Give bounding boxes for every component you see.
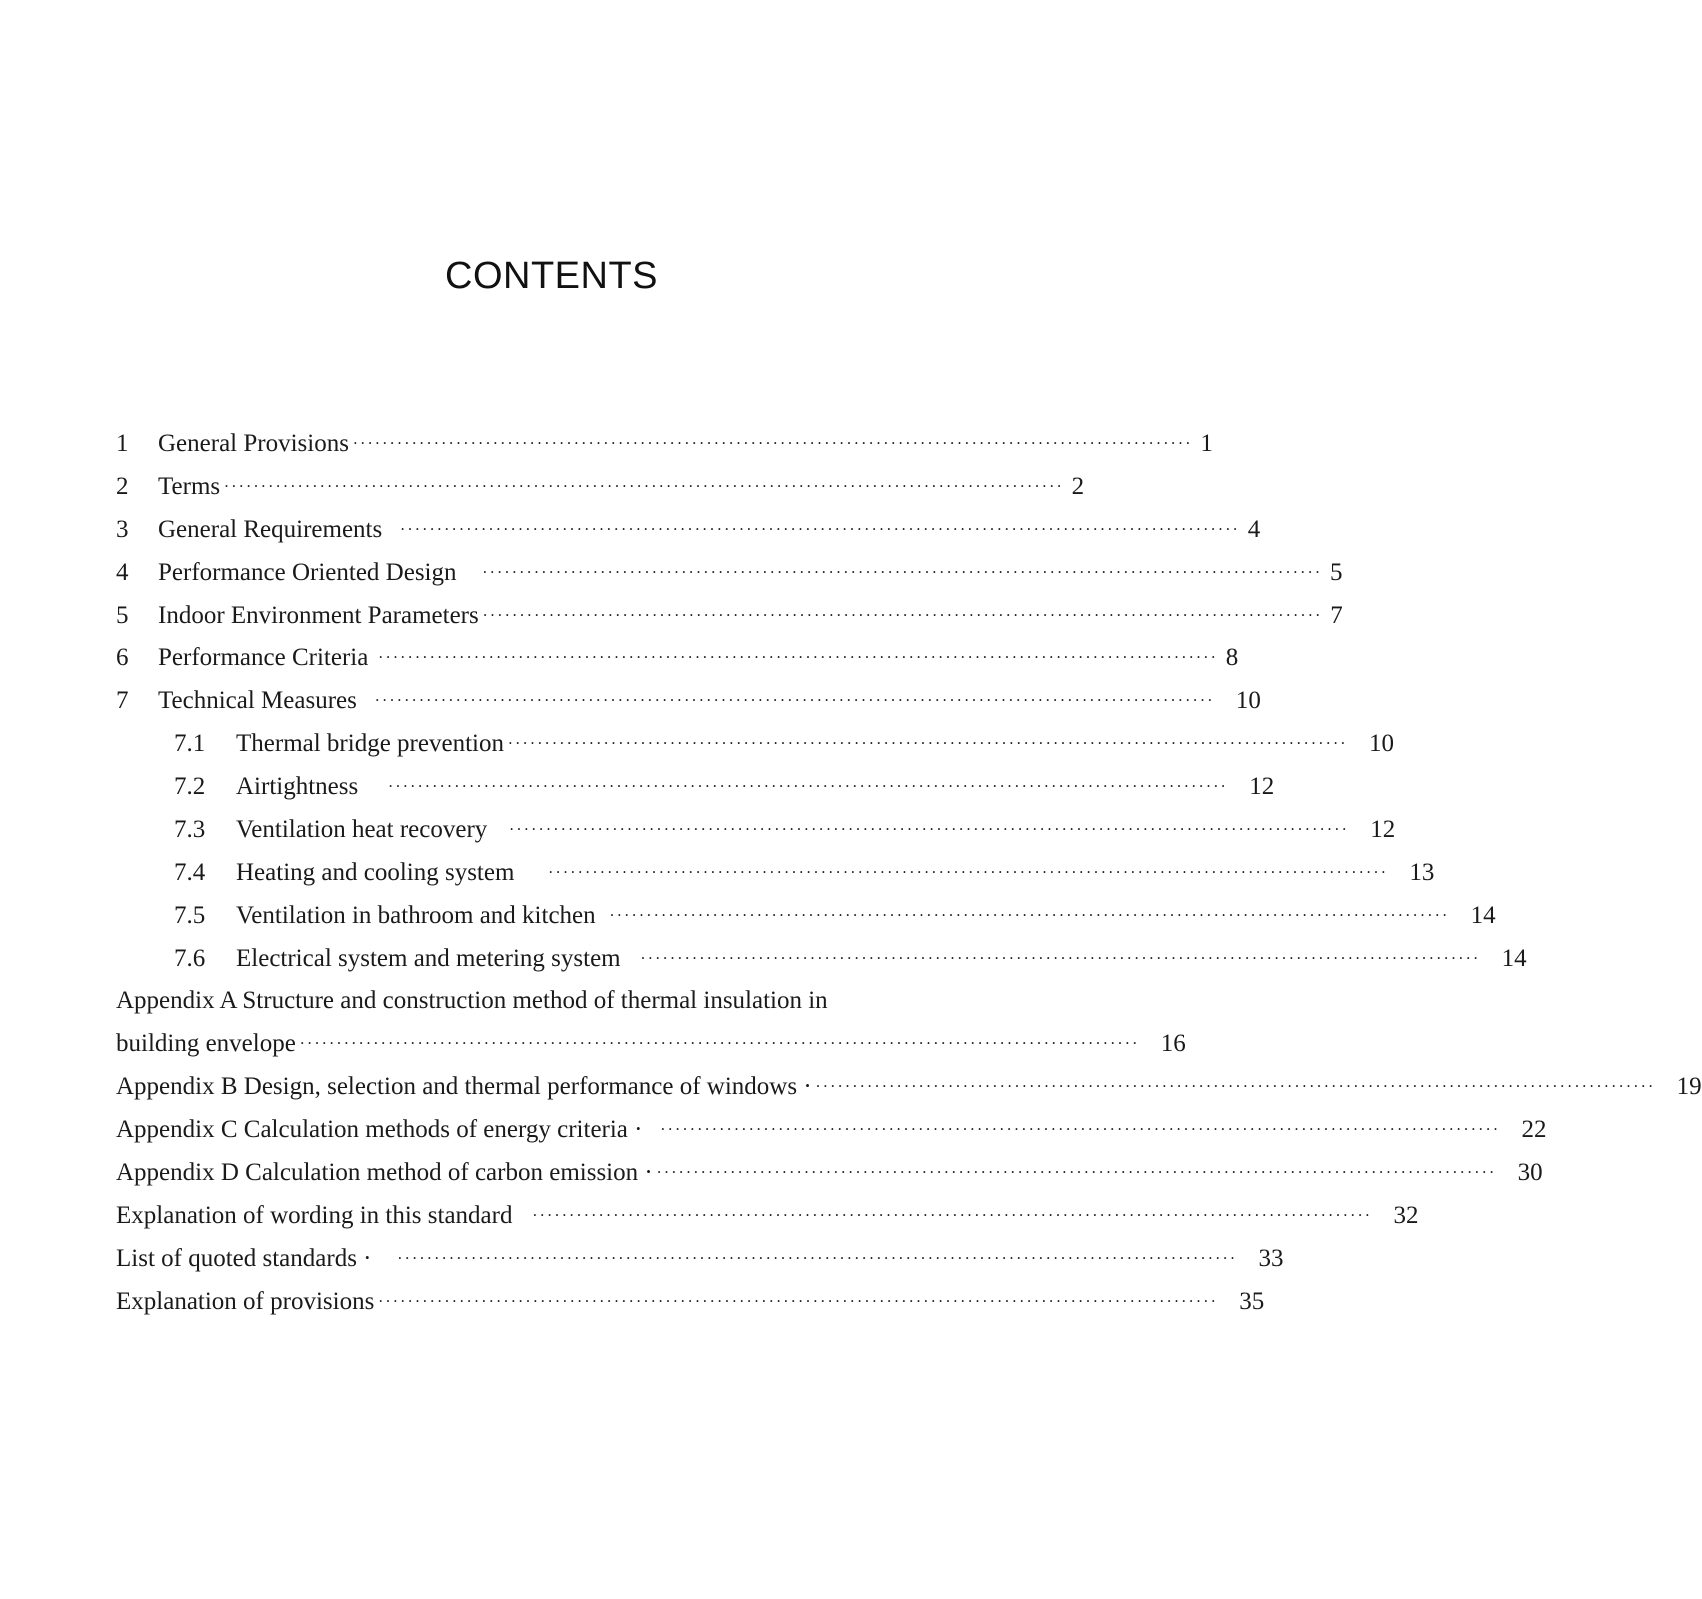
leader-dots: ·················································································································· [352, 434, 1193, 452]
toc-entry-7-6[interactable] [174, 939, 1527, 979]
toc-page: 12 [1370, 816, 1396, 843]
toc-entry-explanation-wording[interactable] [116, 1196, 1419, 1236]
toc-page: 5 [1329, 559, 1343, 586]
toc-number: 7.5 [174, 902, 206, 929]
toc-label: Terms [158, 473, 221, 500]
toc-number: 5 [116, 602, 129, 629]
toc-number: 2 [116, 473, 129, 500]
toc-number: 6 [116, 644, 129, 671]
toc-page: 35 [1239, 1288, 1265, 1315]
leader-dots: ·················································································································· [509, 820, 1350, 838]
leader-dots: ·················································································································· [374, 691, 1215, 709]
leader-dots: ·················································································································· [482, 563, 1323, 581]
toc-label: Appendix D Calculation method of carbon emission · [116, 1159, 653, 1186]
toc-label: Performance Criteria [158, 644, 369, 671]
toc-number: 3 [116, 516, 129, 543]
toc-entry-appendix-c[interactable] [116, 1110, 1547, 1150]
toc-entry-quoted-standards[interactable] [116, 1239, 1284, 1279]
toc-page: 14 [1470, 902, 1496, 929]
toc-entry-4[interactable] [116, 553, 1343, 593]
leader-dots: ·················································································································· [388, 777, 1229, 795]
toc-page: 1 [1200, 430, 1213, 457]
toc-label: Heating and cooling system [236, 859, 515, 886]
toc-label: General Requirements [158, 516, 383, 543]
toc-entry-7[interactable] [116, 681, 1261, 721]
toc-number: 4 [116, 559, 129, 586]
toc-page: 33 [1258, 1245, 1284, 1272]
toc-entry-5[interactable] [116, 596, 1343, 636]
leader-dots: ·················································································································· [482, 606, 1323, 624]
toc-page: 30 [1517, 1159, 1543, 1186]
leader-dots: ·················································································································· [640, 949, 1481, 967]
toc-entry-3[interactable] [116, 510, 1261, 550]
toc-number: 7.6 [174, 945, 206, 972]
leader-dots: ·················································································································· [548, 863, 1389, 881]
toc-label: Indoor Environment Parameters [158, 602, 479, 629]
leader-dots: ·················································································································· [656, 1163, 1497, 1181]
toc-entry-6[interactable] [116, 638, 1239, 678]
toc-number: 1 [116, 430, 129, 457]
toc-page: 12 [1249, 773, 1275, 800]
toc-page: 8 [1225, 644, 1239, 671]
leader-dots: ·················································································································· [378, 648, 1219, 666]
leader-dots: ·················································································································· [609, 906, 1450, 924]
toc-page: 16 [1160, 1030, 1186, 1057]
toc-entry-appendix-b[interactable] [116, 1067, 1702, 1107]
toc-entry-7-3[interactable] [174, 810, 1396, 850]
toc-label: building envelope [116, 1030, 296, 1057]
toc-entry-7-4[interactable] [174, 853, 1435, 893]
leader-dots: ·················································································································· [532, 1206, 1373, 1224]
toc-number: 7 [116, 687, 129, 714]
toc-entry-7-2[interactable] [174, 767, 1275, 807]
toc-page: 4 [1247, 516, 1261, 543]
leader-dots: ·················································································································· [299, 1034, 1140, 1052]
toc-page: 13 [1409, 859, 1435, 886]
leader-dots: ·················································································································· [224, 477, 1065, 495]
toc-label: Airtightness [236, 773, 359, 800]
toc-page: 14 [1501, 945, 1527, 972]
leader-dots: ·················································································································· [400, 520, 1241, 538]
toc-entry-appendix-d[interactable] [116, 1153, 1543, 1193]
toc-entry-appendix-a-line1[interactable] [116, 981, 960, 1021]
toc-page: 2 [1071, 473, 1085, 500]
toc-label: Ventilation in bathroom and kitchen [236, 902, 596, 929]
leader-dots: ·················································································································· [507, 734, 1348, 752]
toc-entry-2[interactable] [116, 467, 1085, 507]
toc-number: 7.2 [174, 773, 206, 800]
toc-page: 10 [1235, 687, 1261, 714]
toc-entry-7-5[interactable] [174, 896, 1496, 936]
toc-page: 10 [1368, 730, 1394, 757]
toc-entry-7-1[interactable] [174, 724, 1394, 764]
toc-label: Thermal bridge prevention [236, 730, 504, 757]
toc-page: 32 [1393, 1202, 1419, 1229]
toc-page: 22 [1521, 1116, 1547, 1143]
toc-entry-explanation-provisions[interactable] [116, 1282, 1265, 1322]
toc-number: 7.4 [174, 859, 206, 886]
toc-label: Appendix A Structure and construction method of thermal insulation in [116, 987, 828, 1014]
leader-dots: ·················································································································· [815, 1077, 1656, 1095]
toc-number: 7.3 [174, 816, 206, 843]
toc-label: Electrical system and metering system [236, 945, 621, 972]
leader-dots: ·················································································································· [660, 1120, 1501, 1138]
toc-label: Explanation of wording in this standard [116, 1202, 513, 1229]
leader-dots: ·················································································································· [378, 1292, 1219, 1310]
toc-page: 19 [1676, 1073, 1702, 1100]
toc-label: Appendix C Calculation methods of energy criteria · [116, 1116, 643, 1143]
toc-label: Technical Measures [158, 687, 357, 714]
toc-entry-1[interactable] [116, 424, 1213, 464]
toc-label: Appendix B Design, selection and thermal performance of windows · [116, 1073, 812, 1100]
toc-label: List of quoted standards · [116, 1245, 372, 1272]
page-title: CONTENTS [445, 255, 658, 297]
toc-number: 7.1 [174, 730, 206, 757]
toc-page: 7 [1330, 602, 1343, 629]
toc-label: Ventilation heat recovery [236, 816, 488, 843]
toc-label: Explanation of provisions [116, 1288, 375, 1315]
leader-dots: ·················································································································· [397, 1249, 1238, 1267]
toc-label: Performance Oriented Design [158, 559, 457, 586]
toc-label: General Provisions [158, 430, 349, 457]
toc-entry-appendix-a[interactable] [116, 1024, 1186, 1064]
